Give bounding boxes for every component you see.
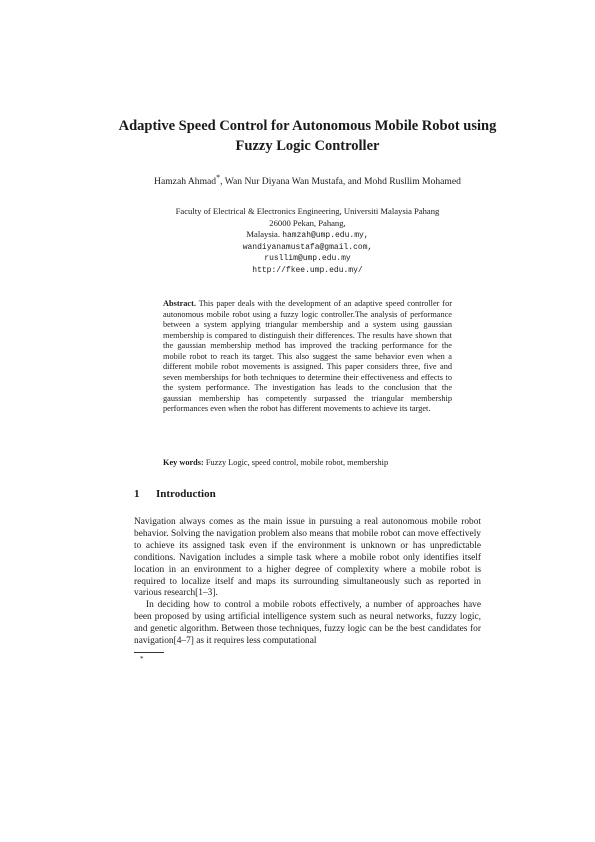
affiliation-address: 26000 Pekan, Pahang, [269,217,346,228]
email-link[interactable]: rusllim@ump.edu.my [264,254,351,263]
keywords-label: Key words: [163,458,204,467]
abstract-text: This paper deals with the development of an adaptive speed controller for autonomous mobile robot using a fuzzy logic controller.The analysis of performance between a system applying triangular membership and a system using gaussian membership is compared to distinguish their differences. The results have shown that the gaussian membership method has improved the tracking performance for the mobile robot to reach its target. This also suggest the same behavior even when a different mobile robot movements is assigned. This paper considers three, five and seven memberships for both techniques to determine their effectiveness and effects to the system performance. The investigation has leads to the conclusion that the gaussian membership has competently surpassed the triangular membership performances even when the robot has different movements to achieve its target. [163,299,452,413]
body-text [134,517,481,648]
paragraph: In deciding how to control a mobile robots effectively, a number of approaches have been proposed by using artificial intelligence system such as neural networks, fuzzy logic, and genetic algorithm. Between those techniques, fuzzy logic can be the best candidates for navigation[4–7] as it requires less computational [134,600,481,647]
affiliation-line: Faculty of Electrical & Electronics Engineering, Universiti Malaysia Pahang [175,206,440,216]
paper-title: Adaptive Speed Control for Autonomous Mobile Robot using Fuzzy Logic Controller [118,118,497,154]
affiliation-block [130,206,485,276]
footnote-marker: * [140,655,144,663]
footnote-rule [134,652,164,653]
paragraph: Navigation always comes as the main issue in pursuing a real autonomous mobile robot behavior. Solving the navigation problem also means that mobile robot can move effectively to achieve its assigned task even if the environment is unknown or has unpredictable conditions. Navigation includes a simple task where a mobile robot only identifies itself location in an environment to a higher degree of complexity where a mobile robot is required to localize itself and maps its surrounding simultaneously such as reported in various research[1–3]. [134,517,481,599]
section-heading [134,488,216,500]
country-label: Malaysia. [246,229,283,239]
keywords [163,458,452,469]
section-number: 1 [134,488,140,500]
author-list [130,172,485,188]
section-title: Introduction [156,488,216,500]
email-link[interactable]: wandiyanamustafa@gmail.com, [242,242,373,252]
abstract-label: Abstract. [163,299,196,308]
abstract [163,299,452,415]
website-link[interactable]: http://fkee.ump.edu.my/ [252,265,363,275]
keywords-text: Fuzzy Logic, speed control, mobile robot, membership [205,458,389,467]
author-name: Hamzah Ahmad [154,176,217,188]
affiliation-country [130,229,485,242]
email-link[interactable]: hamzah@ump.edu.my, [282,231,369,240]
author-names-rest: , Wan Nur Diyana Wan Mustafa, and Mohd Rusllim Mohamed [220,176,461,188]
footnote-marker: * [216,173,221,182]
